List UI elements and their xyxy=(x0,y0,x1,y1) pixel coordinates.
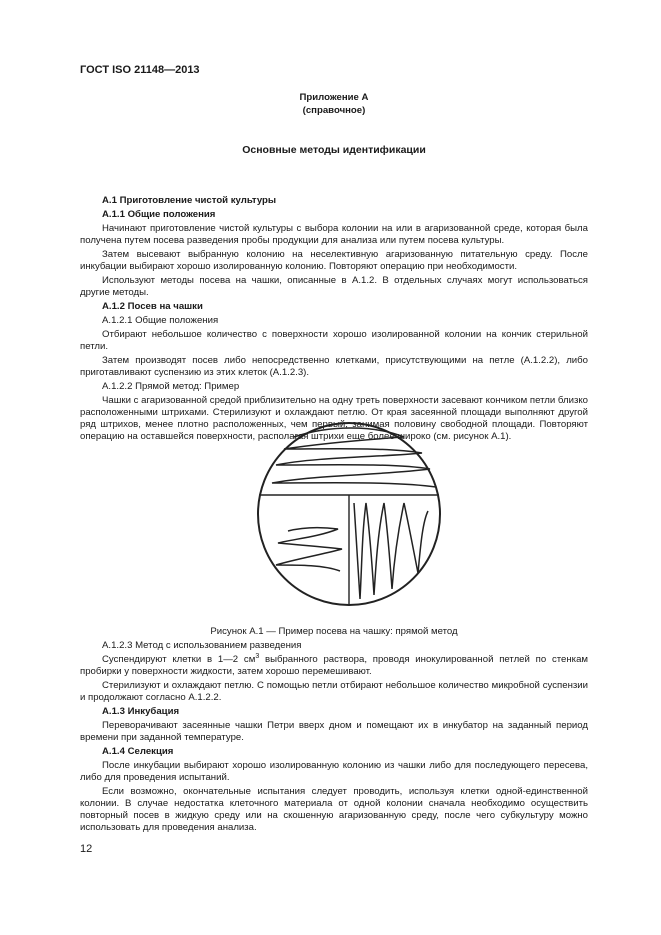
section-a11-heading: А.1.1 Общие положения xyxy=(102,209,216,220)
petri-dish-figure xyxy=(254,403,444,625)
paragraph-suspension xyxy=(80,654,588,678)
section-a12-heading: А.1.2 Посев на чашки xyxy=(102,301,203,312)
section-a122-heading: А.1.2.2 Прямой метод: Пример xyxy=(102,381,240,392)
streak-zone-3 xyxy=(276,528,342,571)
section-a14-heading: А.1.4 Селекция xyxy=(102,746,174,757)
appendix-subtitle: (справочное) xyxy=(302,105,366,116)
paragraph: После инкубации выбирают хорошо изолированную колонию из чашки либо для последующего пересева, либо для проведения испытаний. xyxy=(80,760,588,783)
page-number: 12 xyxy=(80,843,93,855)
appendix-heading: Основные методы идентификации xyxy=(242,144,426,156)
text-block-lower xyxy=(80,640,588,836)
figure-caption: Рисунок А.1 — Пример посева на чашку: прямой метод xyxy=(210,626,458,637)
streak-zone-2 xyxy=(354,503,428,599)
superscript: 3 xyxy=(255,652,260,660)
streak-zone-1 xyxy=(272,428,436,487)
section-a123-heading: А.1.2.3 Метод с использованием разведения xyxy=(102,640,302,651)
text-run: выбранного раствора, проводя инокулированной петлей по стенкам пробирки у поверхности жидкости, затем хорошо перемешивают. xyxy=(80,654,589,677)
document-id: ГОСТ ISO 21148—2013 xyxy=(80,64,200,76)
section-a121-heading: А.1.2.1 Общие положения xyxy=(102,315,219,326)
paragraph: Используют методы посева на чашки, описанные в А.1.2. В отдельных случаях могут использоваться другие методы. xyxy=(80,275,588,298)
paragraph: Начинают приготовление чистой культуры с выбора колонии на или в агаризованной среде, которая была получена путем посева разведения пробы продукции для анализа или путем посева культуры. xyxy=(80,223,588,246)
paragraph: Затем производят посев либо непосредственно клетками, присутствующими на петле (А.1.2.2), либо приготавливают суспензию из этих клеток (А.1.2.3). xyxy=(80,355,588,378)
paragraph: Чашки с агаризованной средой приблизительно на одну треть поверхности засевают кончиком петли близко расположенными штрихами. Стерилизуют и охлаждают петлю. От края засеянной площади выполняют другой ряд штрихов, менее плотно расположенных, чем первый, занимая половину свободной площади. Повторяют операцию на оставшейся поверхности, располагая штрихи еще более широко (см. рисунок А.1). xyxy=(80,395,588,442)
paragraph: Стерилизуют и охлаждают петлю. С помощью петли отбирают небольшое количество микробной суспензии и продолжают согласно А.1.2.2. xyxy=(80,680,588,703)
text-run: Суспендируют клетки в 1—2 см xyxy=(102,654,256,665)
paragraph: Переворачивают засеянные чашки Петри вверх дном и помещают их в инкубатор на заданный период времени при заданной температуре. xyxy=(80,720,588,743)
appendix-title: Приложение А xyxy=(299,92,369,103)
section-a1-heading: А.1 Приготовление чистой культуры xyxy=(102,195,277,206)
paragraph: Если возможно, окончательные испытания следует проводить, используя клетки одной-единственной колонии. В случае недостатка клеточного материала от одной колонии сначала необходимо осуществить повторный посев в жидкую среду или на скошенную агаризованную среду, после чего субкультуру можно использовать для проведения анализа. xyxy=(80,786,588,833)
paragraph: Отбирают небольшое количество с поверхности хорошо изолированной колонии на кончик стерильной петли. xyxy=(80,329,588,352)
paragraph: Затем высевают выбранную колонию на неселективную агаризованную питательную среду. После инкубации выбирают хорошо изолированную колонию. Повторяют операцию при необходимости. xyxy=(80,249,588,272)
section-a13-heading: А.1.3 Инкубация xyxy=(102,706,180,717)
